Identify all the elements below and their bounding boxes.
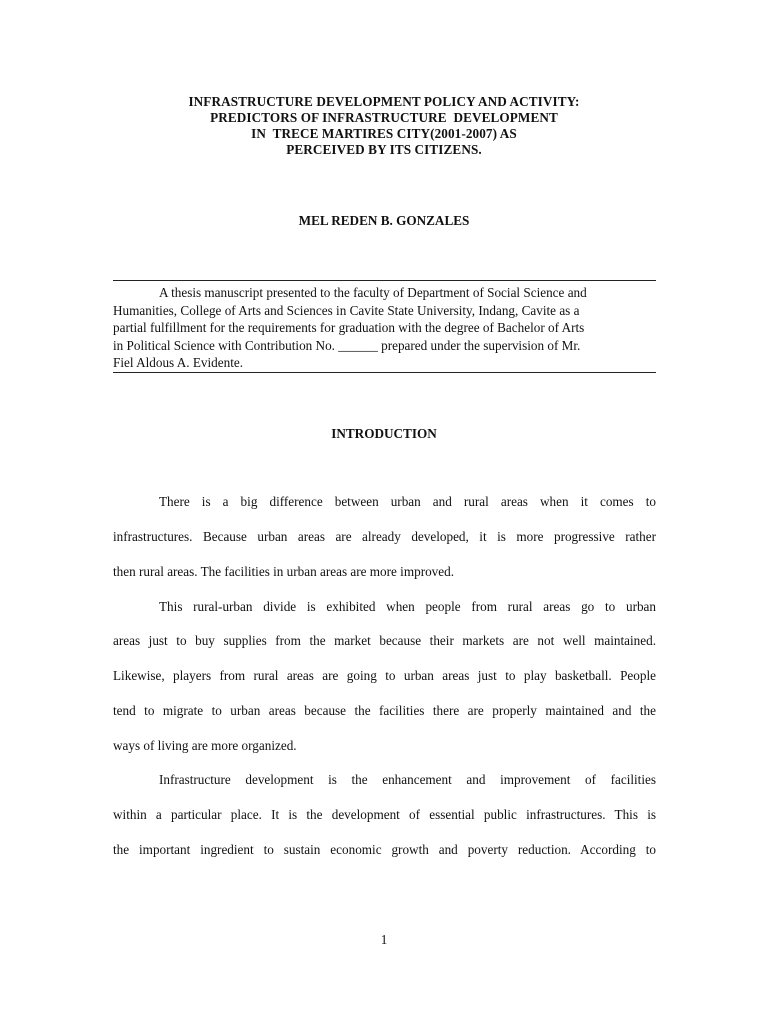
- abstract-line: Fiel Aldous A. Evidente.: [113, 355, 244, 371]
- paragraph-line: There is a big difference between urban and rural areas when it comes to: [159, 494, 656, 509]
- abstract-bottom-rule: [113, 372, 656, 373]
- paragraph-line: tend to migrate to urban areas because the facilities there are properly maintained and the: [113, 703, 656, 718]
- paragraph-line: This rural-urban divide is exhibited when people from rural areas go to urban: [159, 599, 656, 614]
- section-heading: INTRODUCTION: [331, 426, 437, 441]
- thesis-title: [0, 94, 768, 158]
- title-line-3: IN TRECE MARTIRES CITY(2001-2007) AS: [251, 126, 517, 141]
- paragraph-line: Infrastructure development is the enhancement and improvement of facilities: [159, 772, 656, 787]
- paragraph-line: infrastructures. Because urban areas are already developed, it is more progressive rather: [113, 529, 656, 544]
- abstract-line: A thesis manuscript presented to the faculty of Department of Social Science and: [159, 285, 587, 300]
- abstract-line: partial fulfillment for the requirements for graduation with the degree of Bachelor of Arts: [113, 320, 585, 336]
- paragraph-line: the important ingredient to sustain economic growth and poverty reduction. According to: [113, 842, 656, 857]
- title-line-1: INFRASTRUCTURE DEVELOPMENT POLICY AND ACTIVITY:: [188, 94, 580, 109]
- abstract-top-rule: [113, 280, 656, 281]
- thesis-statement: [113, 284, 656, 372]
- page-number: 1: [380, 932, 388, 947]
- paragraph-line: areas just to buy supplies from the market because their markets are not well maintained.: [113, 633, 656, 648]
- abstract-line: in Political Science with Contribution No. ______ prepared under the supervision of Mr.: [113, 337, 581, 353]
- paragraph-line: within a particular place. It is the development of essential public infrastructures. This is: [113, 807, 656, 822]
- author-name: MEL REDEN B. GONZALES: [298, 213, 470, 228]
- title-line-2: PREDICTORS OF INFRASTRUCTURE DEVELOPMENT: [210, 110, 558, 125]
- paragraph-line: Likewise, players from rural areas are going to urban areas just to play basketball. People: [113, 668, 656, 683]
- title-line-4: PERCEIVED BY ITS CITIZENS.: [286, 142, 482, 157]
- paragraph-line: then rural areas. The facilities in urban areas are more improved.: [113, 564, 455, 579]
- paragraph-line: ways of living are more organized.: [113, 738, 297, 753]
- abstract-line: Humanities, College of Arts and Sciences in Cavite State University, Indang, Cavite as a: [113, 302, 580, 318]
